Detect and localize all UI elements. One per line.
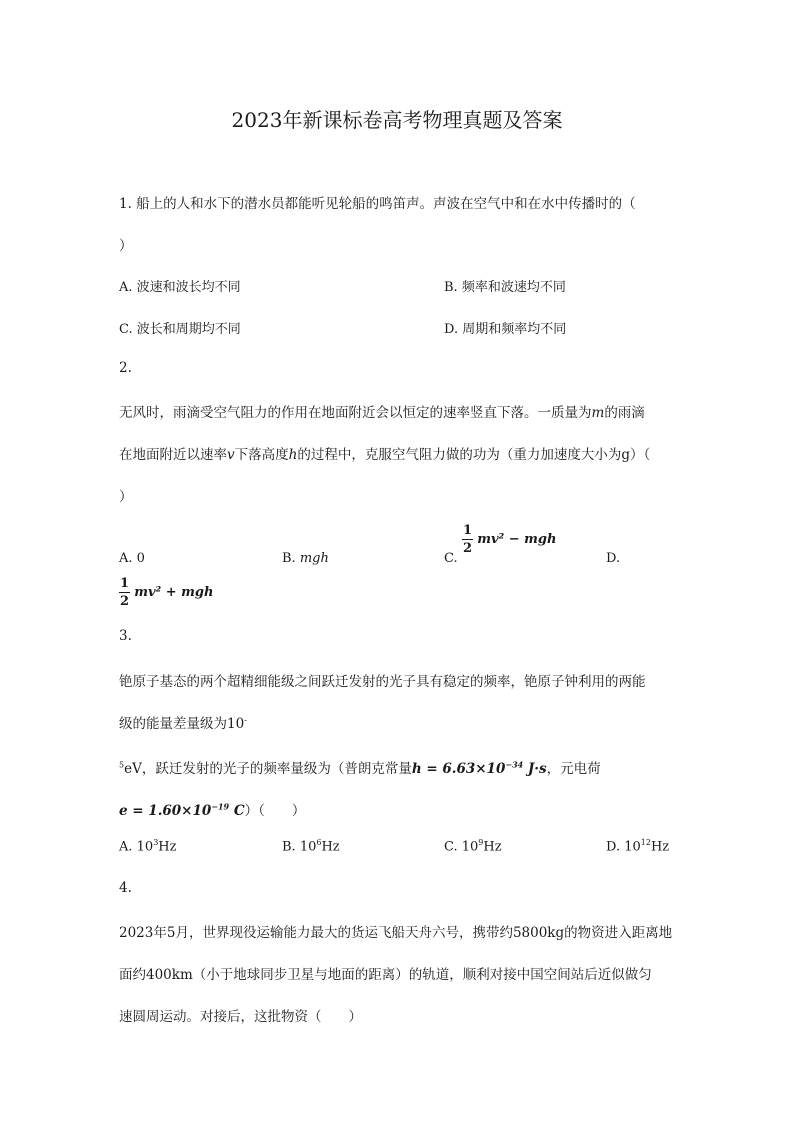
q1-option-c: C. 波长和周期均不同 bbox=[119, 322, 241, 337]
q1-option-a: A. 波速和波长均不同 bbox=[119, 280, 241, 295]
q3-option-d: D. $10^{12}Hz$ bbox=[606, 838, 670, 855]
q2-option-b: B. mgh bbox=[282, 551, 329, 566]
var-h: h bbox=[288, 447, 298, 463]
q3-line3: $^5$eV，跃迁发射的光子的频率量级为（普朗克常量$h = 6.63\times 10^{-34}$ J·s，元电荷 bbox=[119, 759, 601, 777]
q3-line1: 铯原子基态的两个超精细能级之间跃迁发射的光子具有稳定的频率，铯原子钟利用的两能 bbox=[119, 674, 646, 690]
q2-option-c-formula: $\frac{1}{2}$ mv² − mgh bbox=[463, 523, 557, 556]
q2-option-a: A. 0 bbox=[119, 551, 145, 566]
q3-line4: $e = 1.60\times 10^{-19}$ C）（ ） bbox=[119, 801, 306, 819]
page-title: 2023年新课标卷高考物理真题及答案 bbox=[231, 108, 563, 132]
q3-option-c: C. $10^9Hz$ bbox=[444, 838, 502, 855]
q3-option-b: B. $10^6Hz$ bbox=[282, 838, 340, 855]
q2-line3: ） bbox=[119, 489, 133, 505]
q4-line1: 2023年5月，世界现役运输能力最大的货运飞船天舟六号，携带约5800kg的物资进入距离地 bbox=[119, 925, 673, 941]
var-v: v bbox=[227, 447, 235, 463]
q4-number: 4. bbox=[119, 880, 132, 896]
q1-stem-line2: ） bbox=[119, 238, 133, 254]
q3-number: 3. bbox=[119, 628, 132, 644]
q2-option-c-label: C. bbox=[444, 551, 458, 566]
q2-option-d-label: D. bbox=[606, 551, 621, 566]
q1-option-b: B. 频率和波速均不同 bbox=[444, 280, 566, 295]
planck-constant: $h = 6.63\times 10^{-34}$ J·s bbox=[411, 759, 547, 777]
q1-stem-line1: 1. 船上的人和水下的潜水员都能听见轮船的鸣笛声。声波在空气中和在水中传播时的（ bbox=[119, 196, 636, 212]
q2-option-d-formula: $\frac{1}{2}$ mv² + mgh bbox=[120, 576, 214, 609]
q3-option-a: A. $10^3Hz$ bbox=[119, 838, 177, 855]
q2-number: 2. bbox=[119, 360, 132, 376]
elementary-charge: $e = 1.60\times 10^{-19}$ C bbox=[119, 801, 245, 819]
var-m: m bbox=[591, 405, 605, 421]
q3-line2: 级的能量差量级为10- bbox=[119, 715, 247, 732]
q4-line3: 速圆周运动。对接后，这批物资（ ） bbox=[119, 1009, 362, 1025]
q2-line1: 无风时，雨滴受空气阻力的作用在地面附近会以恒定的速率竖直下落。一质量为m的雨滴 bbox=[119, 405, 645, 421]
q4-line2: 面约400km（小于地球同步卫星与地面的距离）的轨道，顺利对接中国空间站后近似做匀 bbox=[119, 967, 652, 983]
q2-line2: 在地面附近以速率v下落高度h的过程中，克服空气阻力做的功为（重力加速度大小为g）（ bbox=[119, 447, 651, 463]
q1-option-d: D. 周期和频率均不同 bbox=[444, 322, 567, 337]
